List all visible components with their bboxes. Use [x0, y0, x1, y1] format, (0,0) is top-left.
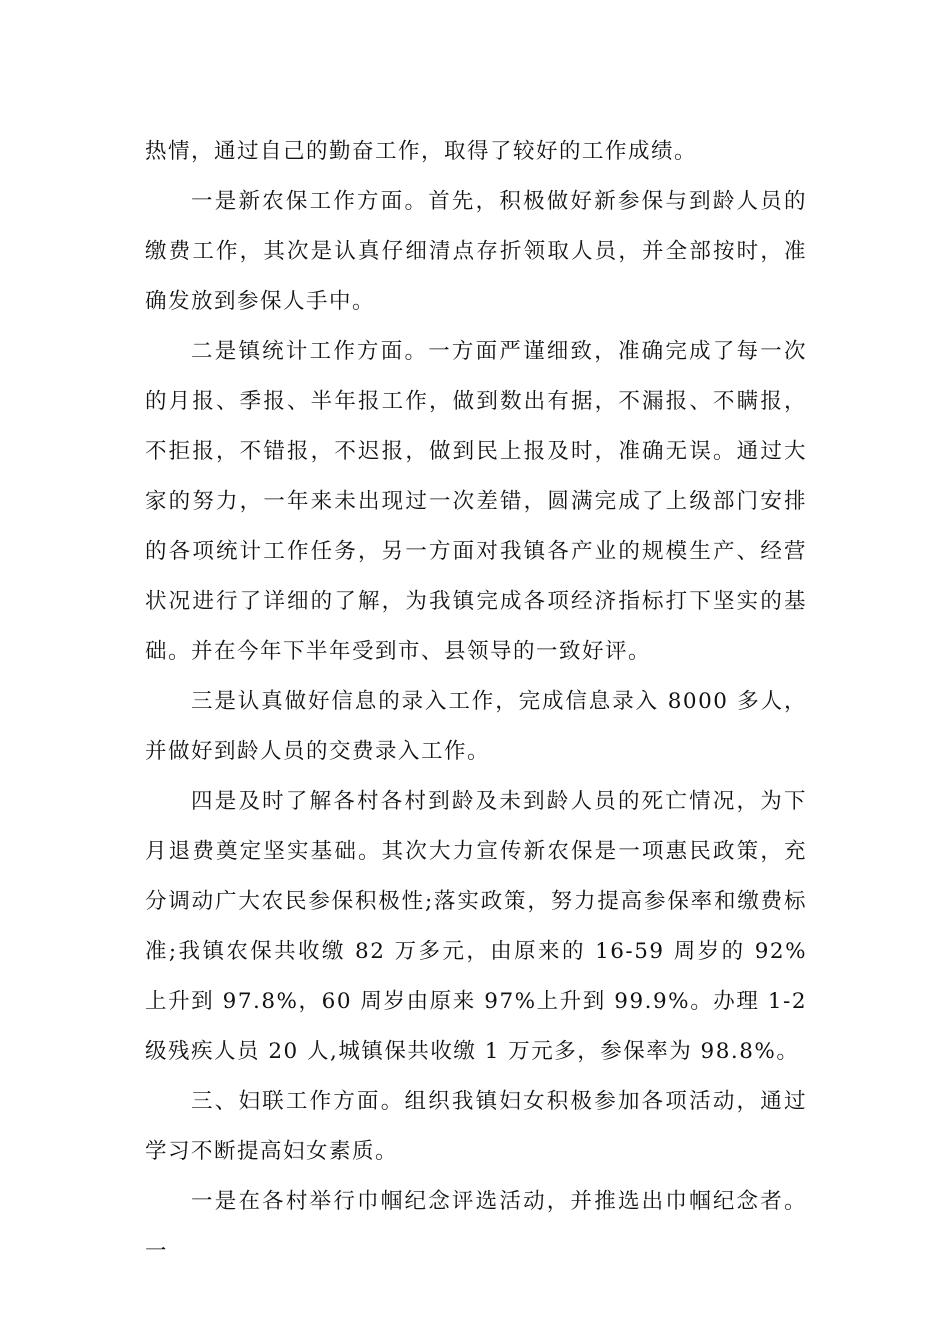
paragraph-text: 三是认真做好信息的录入工作，完成信息录入 8000 多人，并做好到龄人员的交费录入工作。 — [145, 689, 807, 764]
paragraph-text: 热情，通过自己的勤奋工作，取得了较好的工作成绩。 — [145, 139, 698, 164]
document-body — [145, 127, 807, 1277]
paragraph-text: 三、妇联工作方面。组织我镇妇女积极参加各项活动，通过学习不断提高妇女素质。 — [145, 1089, 807, 1164]
paragraph-text: 二是镇统计工作方面。一方面严谨细致，准确完成了每一次的月报、季报、半年报工作，做到数出有据，不漏报、不瞒报，不拒报，不错报，不迟报，做到民上报及时，准确无误。通过大家的努力，一年来未出现过一次差错，圆满完成了上级部门安排的各项统计工作任务，另一方面对我镇各产业的规模生产、经营状况进行了详细的了解，为我镇完成各项经济指标打下坚实的基础。并在今年下半年受到市、县领导的一致好评。 — [145, 339, 807, 664]
paragraph-new-rural-insurance — [145, 177, 807, 327]
paragraph-town-statistics — [145, 327, 807, 677]
paragraph-womens-federation — [145, 1077, 807, 1177]
paragraph-insurance-collection — [145, 777, 807, 1077]
paragraph-text: 四是及时了解各村各村到龄及未到龄人员的死亡情况，为下月退费奠定坚实基础。其次大力宣传新农保是一项惠民政策，充分调动广大农民参保积极性;落实政策，努力提高参保率和缴费标准;我镇农保共收缴 82 万多元，由原来的 16-59 周岁的 92%上升到 97.8%，60 周岁由原来 97%上升到 99.9%。办理 1-2 级残疾人员 20 人,城镇保共收缴 1 万元多，参保率为 98.8%。 — [145, 789, 807, 1064]
paragraph-text: 一是新农保工作方面。首先，积极做好新参保与到龄人员的缴费工作，其次是认真仔细清点存折领取人员，并全部按时，准确发放到参保人手中。 — [145, 189, 807, 314]
paragraph-text: 一是在各村举行巾帼纪念评选活动，并推选出巾帼纪念者。一 — [145, 1189, 807, 1264]
paragraph-data-entry — [145, 677, 807, 777]
paragraph-continuation — [145, 127, 807, 177]
paragraph-heroine-selection — [145, 1177, 807, 1277]
